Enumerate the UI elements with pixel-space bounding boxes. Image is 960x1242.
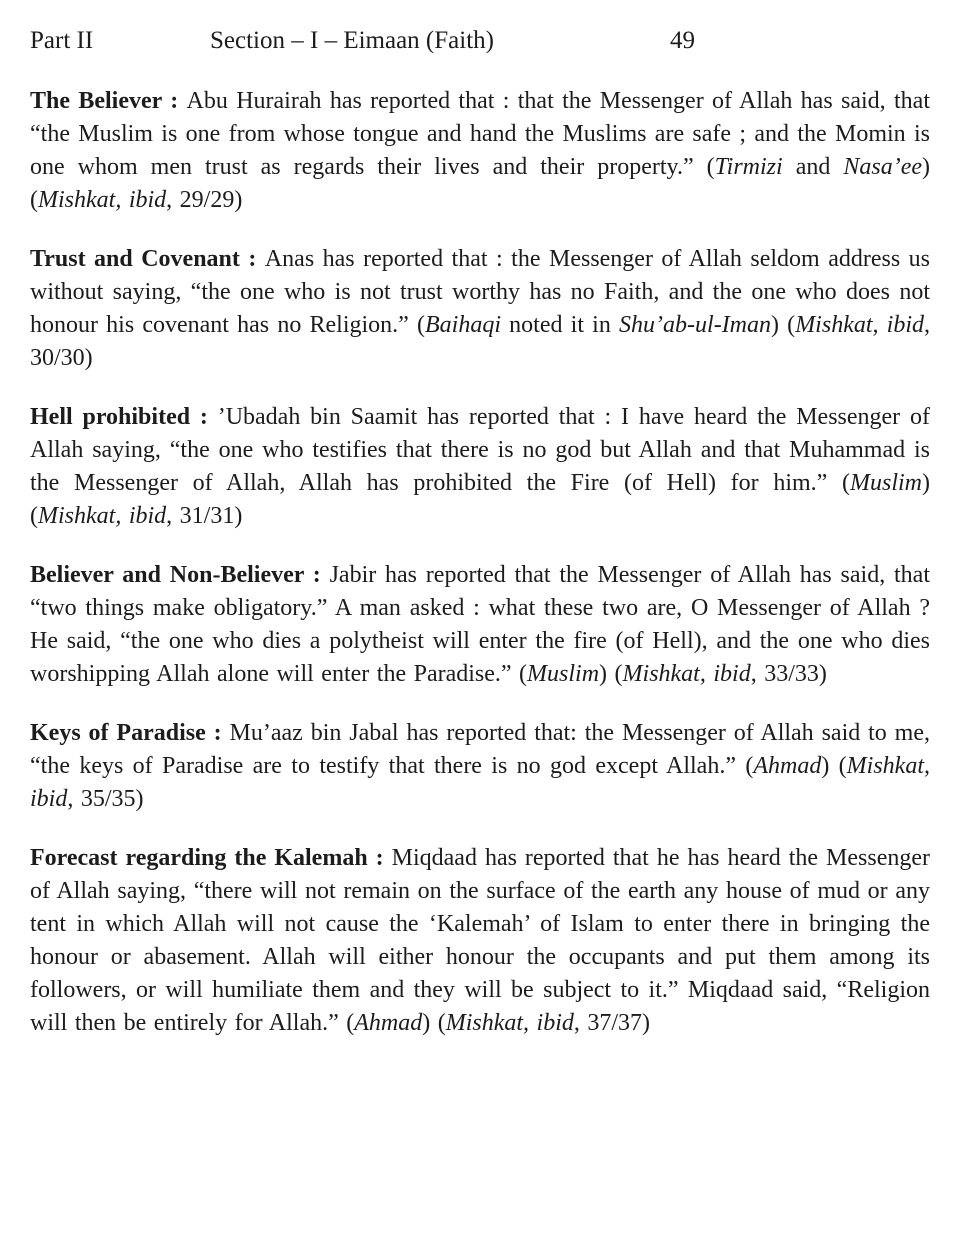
text-segment-italic: Mishkat, ibid xyxy=(38,503,167,529)
paragraph-trust-and-covenant xyxy=(30,243,930,375)
text-segment-italic: Muslim xyxy=(850,470,922,496)
text-segment-italic: Nasa’ee xyxy=(843,154,923,180)
header-section-title: Section – I – Eimaan (Faith) xyxy=(210,27,494,54)
header-part-label: Part II xyxy=(30,27,94,54)
text-segment-italic: Mishkat, ibid xyxy=(795,312,925,338)
text-segment-normal: , 35/35) xyxy=(67,786,144,812)
text-segment-italic: Baihaqi xyxy=(425,312,501,338)
paragraph-hell-prohibited xyxy=(30,401,930,533)
text-segment-bold: Forecast regarding the Kalemah : xyxy=(30,845,392,871)
text-segment-bold: Trust and Covenant : xyxy=(30,246,265,272)
paragraph-the-believer xyxy=(30,85,930,217)
text-segment-normal: ) ( xyxy=(771,312,796,338)
text-segment-normal: ) ( xyxy=(821,753,847,779)
text-segment-normal: , 33/33) xyxy=(750,661,827,687)
text-segment-normal: ) ( xyxy=(30,470,930,529)
text-segment-normal: Abu Hurairah has reported that : that the Messenger of Allah has said, that “the Muslim is one from whose tongue and hand the Muslims are safe ; and the Momin is one whom men trust as regards their lives and their property.” ( xyxy=(30,88,930,180)
text-segment-normal: ) ( xyxy=(422,1010,446,1036)
text-segment-normal: ) ( xyxy=(30,154,931,213)
text-segment-italic: Muslim xyxy=(527,661,600,687)
text-segment-italic: Mishkat, ibid xyxy=(445,1010,574,1036)
page-header xyxy=(30,24,930,57)
text-segment-bold: Hell prohibited : xyxy=(30,404,218,430)
text-segment-italic: Shu’ab-ul-Iman xyxy=(619,312,772,338)
text-segment-normal: , 30/30) xyxy=(30,312,931,371)
text-segment-italic: Tirmizi xyxy=(714,154,783,180)
page-body xyxy=(30,85,930,1040)
paragraph-keys-of-paradise xyxy=(30,717,930,816)
text-segment-normal: noted it in xyxy=(501,312,620,338)
paragraph-forecast-regarding-the-kalemah xyxy=(30,842,930,1040)
text-segment-italic: Mishkat, ibid xyxy=(622,661,751,687)
text-segment-normal: and xyxy=(782,154,844,180)
text-segment-normal: ’Ubadah bin Saamit has reported that : I have heard the Messenger of Allah saying, “the one who testifies that there is no god but Allah and that Muhammad is the Messenger of Allah, Allah has prohibited the Fire (of Hell) for him.” ( xyxy=(30,404,930,496)
text-segment-italic: Mishkat, ibid xyxy=(30,753,930,812)
text-segment-normal: , 31/31) xyxy=(166,503,243,529)
text-segment-normal: Mu’aaz bin Jabal has reported that: the Messenger of Allah said to me, “the keys of Paradise are to testify that there is no god except Allah.” ( xyxy=(30,720,930,779)
text-segment-bold: Believer and Non-Believer : xyxy=(30,562,330,588)
text-segment-italic: Ahmad xyxy=(354,1010,423,1036)
text-segment-normal: Anas has reported that : the Messenger of Allah seldom address us without saying, “the one who is not trust worthy has no Faith, and the one who does not honour his covenant has no Religion.” ( xyxy=(30,246,930,338)
text-segment-italic: Ahmad xyxy=(753,753,822,779)
text-segment-italic: Mishkat, ibid xyxy=(38,187,167,213)
text-segment-normal: , 37/37) xyxy=(573,1010,651,1036)
paragraph-believer-and-non-believer xyxy=(30,559,930,691)
text-segment-normal: ) ( xyxy=(599,661,623,687)
text-segment-normal: Jabir has reported that the Messenger of Allah has said, that “two things make obligatory.” A man asked : what these two are, O Messenger of Allah ? He said, “the one who dies a polytheist will enter the fire (of Hell), and the one who dies worshipping Allah alone will enter the Paradise.” ( xyxy=(30,562,930,687)
header-page-number: 49 xyxy=(670,27,695,54)
text-segment-normal: , 29/29) xyxy=(166,187,243,213)
text-segment-normal: Miqdaad has reported that he has heard the Messenger of Allah saying, “there will not remain on the surface of the earth any house of mud or any tent in which Allah will not cause the ‘Kalemah’ of Islam to enter there in bringing the honour or abasement. Allah will either honour the occupants and put them among its followers, or will humiliate them and they will be subject to it.” Miqdaad said, “Religion will then be entirely for Allah.” ( xyxy=(30,845,930,1036)
text-segment-bold: Keys of Paradise : xyxy=(30,720,230,746)
text-segment-bold: The Believer : xyxy=(30,88,187,114)
